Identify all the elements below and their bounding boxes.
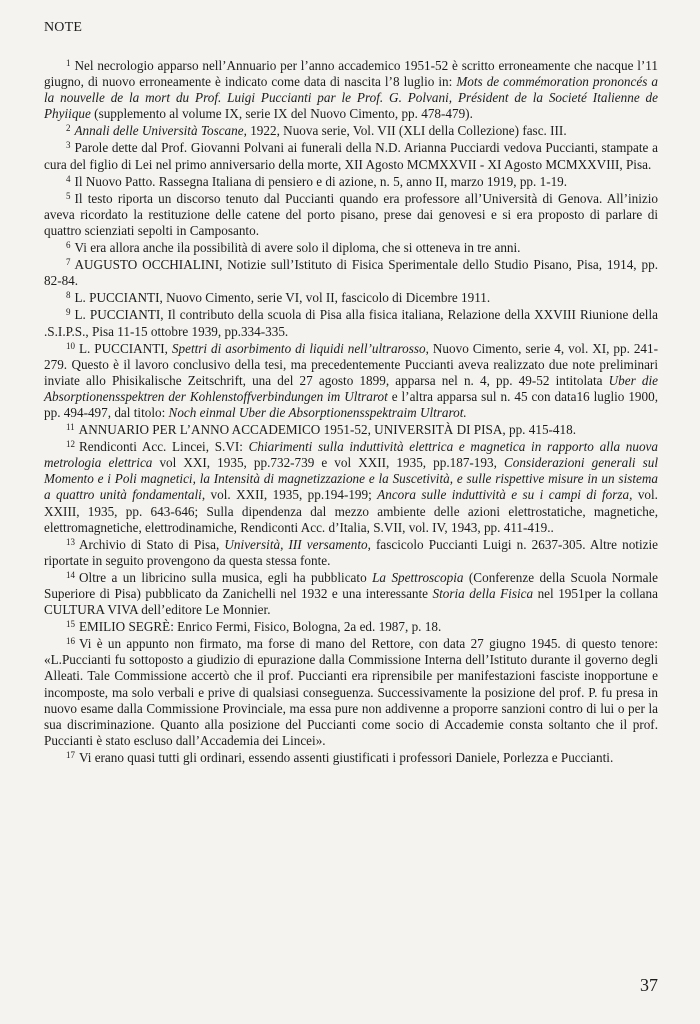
notes-heading: NOTE: [44, 20, 83, 35]
footnote: [44, 58, 658, 122]
footnote-italic-text: Mots de commémoration prononcés a la nouvelle de la mort du Prof. Luigi Puccianti par le Prof. G. Polvani, Président de la Societé Italienne de Phyiique: [44, 74, 658, 122]
footnote-number: 4: [66, 173, 71, 184]
footnote-number: 2: [66, 123, 71, 134]
footnote-text: EMILIO SEGRÈ: Enrico Fermi, Fisico, Bologna, 2a ed. 1987, p. 18.: [79, 619, 442, 635]
footnote-text: L. PUCCIANTI, Il contributo della scuola di Pisa alla fisica italiana, Relazione della XXVIII Riunione della .S.I.P.S., Pisa 11-15 ottobre 1939, pp.334-335.: [44, 307, 658, 339]
footnote-text: AUGUSTO OCCHIALINI, Notizie sull’Istituto di Fisica Sperimentale dello Studio Pisano, Pisa, 1914, pp. 82-84.: [44, 257, 658, 289]
footnote-number: 6: [66, 240, 71, 251]
footnote-text: L. PUCCIANTI,: [79, 340, 172, 356]
footnote: [44, 123, 658, 139]
footnote-text: Vi era allora anche ila possibilità di avere solo il diploma, che si otteneva in tre anni.: [74, 240, 521, 256]
footnote-text: Parole dette dal Prof. Giovanni Polvani ai funerali della N.D. Arianna Pucciardi vedova Puccianti, stampate a cura del figlio di Lei nel primo anniversario della morte, XII Agosto MCMXXVII - XI Agosto MCMXXVIII, Pisa.: [44, 140, 658, 172]
footnote-number: 3: [66, 140, 71, 151]
footnote-text: L. PUCCIANTI, Nuovo Cimento, serie VI, vol II, fascicolo di Dicembre 1911.: [74, 290, 491, 306]
footnote-text: vol XXI, 1935, pp.732-739 e vol XXII, 1935, pp.187-193,: [152, 455, 504, 471]
footnote-number: 15: [66, 619, 75, 630]
footnote: [44, 290, 658, 306]
bleed-through-band: [330, 0, 700, 60]
footnote-number: 12: [66, 439, 75, 450]
footnote: [44, 140, 658, 172]
footnote-number: 16: [66, 636, 75, 647]
footnote-text: (supplemento al volume IX, serie IX del Nuovo Cimento, pp. 478-479).: [90, 106, 473, 122]
footnote: [44, 537, 658, 569]
footnote-text: Il testo riporta un discorso tenuto dal Puccianti quando era professore all’Università di Genova. All’inizio aveva ricordato la restituzione delle catene del porto pisano, prese dai genovesi e si era proposto di parlare di quattro scienziati sepolti in Camposanto.: [44, 190, 658, 238]
footnote-number: 5: [66, 190, 71, 201]
footnote-text: Vi è un appunto non firmato, ma forse di mano del Rettore, con data 27 giugno 1945. di questo tenore: «L.Puccianti fu sottoposto a giudizio di epurazione dalla Commissione Interna dell’Istituto durante il governo degli Alleati. Tale Commissione accertò che il prof. Puccianti era riprensibile per manifestazioni fasciste inopportune e incomposte, ma solo verbali e prive di qualsiasi conseguenza. Successivamente la posizione del prof. P. fu presa in nuovo esame dalla Commissione Provinciale, ma essa pure non addivenne a proporre sanzioni contro di lui o per la sua discriminazione. Quanto alla posizione del Puccianti come socio di Accademie consta soltanto che il prof. Puccianti è stato escluso dall’Accademia dei Lincei».: [44, 636, 658, 748]
page-number: 37: [640, 975, 658, 995]
footnote-text: Il Nuovo Patto. Rassegna Italiana di pensiero e di azione, n. 5, anno II, marzo 1919, pp. 1-19.: [74, 173, 568, 189]
footnote-text: ANNUARIO PER L’ANNO ACCADEMICO 1951-52, UNIVERSITÀ DI PISA, pp. 415-418.: [78, 422, 577, 438]
footnote-italic-text: Uber die Absorptionensspektren der Kohlenstoffverbindungen im Ultrarot: [44, 372, 658, 404]
footnote-italic-text: Annali delle Università Toscane: [74, 123, 244, 139]
footnote-number: 17: [66, 749, 75, 760]
footnote-text: , vol. XXII, 1935, pp.194-199;: [201, 487, 378, 503]
footnote: [44, 174, 658, 190]
footnote-number: 1: [66, 58, 71, 68]
footnote-number: 10: [66, 340, 75, 351]
footnote-text: nel 1951per la collana CULTURA VIVA dell’editore Le Monnier.: [44, 586, 658, 618]
footnote-number: 13: [66, 536, 75, 547]
footnote: [44, 240, 658, 256]
footnote: [44, 191, 658, 239]
footnote: [44, 341, 658, 421]
footnote-italic-text: La Spettroscopia: [372, 569, 464, 585]
footnote-text: Archivio di Stato di Pisa,: [79, 536, 225, 552]
footnote-text: Vi erano quasi tutti gli ordinari, essendo assenti giustificati i professori Daniele, Porlezza e Puccianti.: [79, 749, 614, 765]
footnote: [44, 750, 658, 766]
footnote: [44, 257, 658, 289]
footnote-text: , Nuovo Cimento, serie 4, vol. XI, pp. 241-279. Questo è il lavoro conclusivo della tesi, ma precedentemente Puccianti aveva realizzato due note preliminari inviate allo Phisikalische Zeitschrift, una del 27 agosto 1899, apparsa nel n. 4, pp. 49-52 intitolata: [44, 340, 658, 388]
footnote: [44, 570, 658, 618]
footnote: [44, 422, 658, 438]
footnote-italic-text: Ancora sulle induttività e su i campi di forza: [377, 487, 630, 503]
footnote: [44, 439, 658, 536]
footnote-italic-text: Spettri di asorbimento di liquidi nell’ultrarosso: [171, 340, 426, 356]
footnote-text: e l’altra apparsa sul n. 45 con data16 luglio 1900, pp. 494-497, dal titolo:: [44, 388, 658, 420]
footnote-number: 9: [66, 307, 71, 318]
footnote-text: Nel necrologio apparso nell’Annuario per l’anno accademico 1951-52 è scritto erroneamente che nacque l’11 giugno, di nuovo erroneamente è indicato come data di nascita l’8 luglio in:: [44, 58, 658, 90]
footnote-number: 7: [66, 257, 71, 268]
footnote: [44, 307, 658, 339]
footnote-text: , 1922, Nuova serie, Vol. VII (XLI della Collezione) fasc. III.: [243, 123, 567, 139]
footnote-italic-text: Università, III versamento: [224, 536, 368, 552]
footnote-text: Rendiconti Acc. Lincei, S.VI:: [79, 439, 249, 455]
footnote-italic-text: Considerazioni generali sul Momento e i Poli magnetici, la Intensità di magnetizzazione e la Suscetività, e sulle rispettive misure in un sistema a quattro unità fondamentali: [44, 455, 659, 503]
footnote-number: 14: [66, 569, 75, 580]
footnote-number: 11: [66, 422, 75, 433]
footnote: [44, 636, 658, 749]
footnote-text: (Conferenze della Scuola Normale Superiore di Pisa) pubblicato da Zanichelli nel 1932 e una interessante: [44, 569, 659, 601]
footnote-italic-text: Chiarimenti sulla induttività elettrica e magnetica in rapporto alla nuova metrologia elettrica: [44, 439, 659, 471]
footnote-text: Oltre a un libricino sulla musica, egli ha pubblicato: [79, 569, 373, 585]
footnote-italic-text: Noch einmal Uber die Absorptionensspektraim Ultrarot.: [168, 404, 467, 420]
footnote-number: 8: [66, 290, 71, 301]
footnote-text: , fascicolo Puccianti Luigi n. 2637-305. Altre notizie riportate in seguito provengono da questa stessa fonte.: [44, 536, 658, 568]
footnote-italic-text: Storia della Fisica: [432, 586, 534, 601]
footnote: [44, 619, 658, 635]
footnotes-list: [44, 58, 658, 766]
footnote-text: , vol. XXIII, 1935, pp. 643-646; Sulla dipendenza dal mezzo ambiente delle azioni elettrostatiche, magnetiche, elettromagnetiche, elettrodinamiche, Rendiconti Acc. d’Italia, S.VII, vol. IV, 1943, pp. 411-419..: [44, 487, 658, 535]
